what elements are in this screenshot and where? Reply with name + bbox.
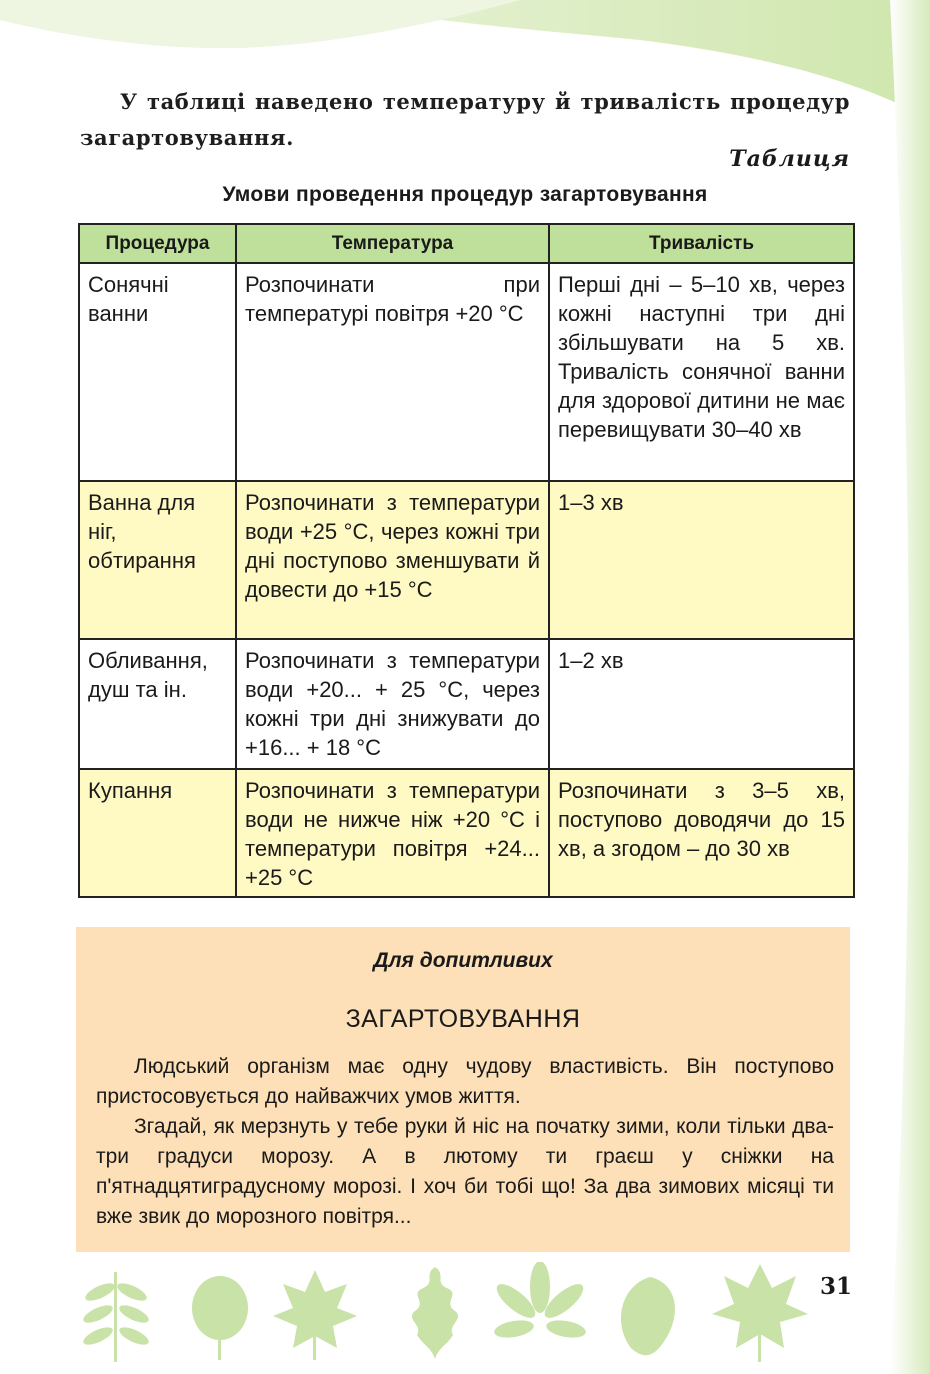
cell-procedure: Обливання, душ та ін.	[79, 639, 236, 769]
table-title: Умови проведення процедур загартовування	[222, 183, 708, 206]
decorative-green-side-band	[850, 0, 930, 1374]
table-header-row	[79, 224, 854, 263]
cell-temperature: Розпочинати з температури води +25 °С, через кожні три дні поступово зменшувати й довести до +15 °С	[236, 481, 549, 639]
curious-body	[96, 1052, 834, 1232]
oak-leaf-icon	[412, 1267, 458, 1359]
curious-paragraph: Людський організм має одну чудову властивість. Він поступово пристосовується до найважчих умов життя.	[96, 1055, 834, 1108]
cell-procedure: Купання	[79, 769, 236, 897]
maple-leaf-icon-2	[712, 1264, 808, 1362]
chestnut-leaf-icon	[492, 1262, 588, 1340]
table-row	[79, 263, 854, 481]
intro-paragraph: У таблиці наведено температуру й тривалість процедур загартовування.	[80, 89, 850, 150]
cell-duration: Розпочинати з 3–5 хв, поступово доводячи до 15 хв, а згодом – до 30 хв	[549, 769, 854, 897]
curious-paragraph: Згадай, як мерзнуть у тебе руки й ніс на початку зими, коли тільки два-три градуси морозу. А в лютому ти граєш у сніжки на п'ятнадцятиградусному морозі. І хоч би тобі що! За два зимових місяці ти вже звик до морозного повітря...	[96, 1115, 834, 1228]
round-leaf-icon	[192, 1276, 248, 1360]
cell-procedure: Ванна для ніг, обтирання	[79, 481, 236, 639]
table-row	[79, 481, 854, 639]
header-procedure: Процедура	[79, 224, 236, 263]
table-row	[79, 769, 854, 897]
cell-duration: Перші дні – 5–10 хв, через кожні наступні три дні збільшувати на 5 хв. Тривалість сонячної ванни для здорової дитини не має перевищувати 30–40 хв	[549, 263, 854, 481]
cell-temperature: Розпочинати з температури води +20... + 25 °С, через кожні три дні знижувати до +16... + 18 °С	[236, 639, 549, 769]
hardening-procedures-table	[78, 223, 855, 898]
cell-temperature: Розпочинати з температури води не нижче ніж +20 °С і температури повітря +24... +25 °С	[236, 769, 549, 897]
curious-title: ЗАГАРТОВУВАННЯ	[345, 1005, 581, 1033]
table-caption: Таблиця	[729, 146, 850, 172]
for-the-curious-box	[76, 927, 850, 1252]
linden-leaf-icon	[621, 1277, 675, 1355]
decorative-leaves-strip	[60, 1262, 860, 1367]
cell-duration: 1–2 хв	[549, 639, 854, 769]
rowan-leaf-icon	[81, 1272, 151, 1362]
table-row	[79, 639, 854, 769]
cell-duration: 1–3 хв	[549, 481, 854, 639]
header-duration: Тривалість	[549, 224, 854, 263]
page-number: 31	[819, 1273, 852, 1300]
curious-heading: Для допитливих	[373, 949, 553, 972]
maple-leaf-icon	[273, 1270, 357, 1360]
cell-procedure: Сонячні ванни	[79, 263, 236, 481]
header-temperature: Температура	[236, 224, 549, 263]
cell-temperature: Розпочинати при температурі повітря +20 °С	[236, 263, 549, 481]
